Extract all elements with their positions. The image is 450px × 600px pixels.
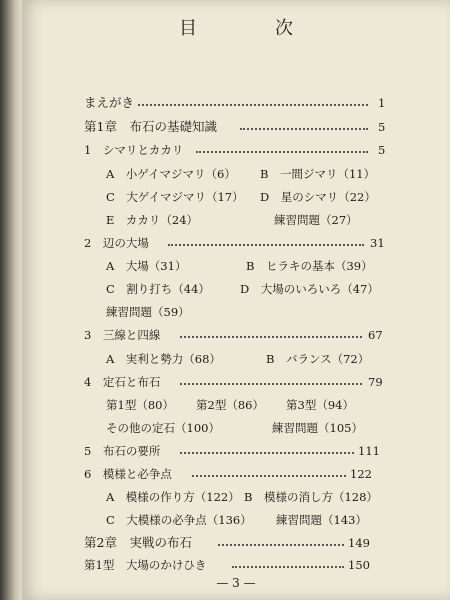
dot-leader: [180, 382, 362, 385]
toc-entry-page: 150: [348, 558, 370, 572]
toc-subentry: A 実利と勢力（68）: [106, 352, 221, 366]
toc-subentry: A 小ゲイマジマリ（6）: [106, 167, 236, 181]
dot-leader: [180, 451, 354, 454]
toc-subentry: D 大場のいろいろ（47）: [240, 282, 379, 296]
toc-subentry: C 大模様の必争点（136）: [106, 513, 252, 527]
toc-subentry: 練習問題（27）: [274, 213, 358, 227]
toc-chapter-label: 第1章 布石の基礎知識: [84, 119, 217, 134]
toc-entry-label: まえがき: [84, 95, 135, 110]
toc-subentry: 第1型（80）: [106, 398, 174, 412]
toc-subentry: 第2型（86）: [196, 398, 264, 412]
book-page: [22, 0, 450, 600]
page-number-footer: — 3 —: [216, 576, 256, 590]
toc-section-label: 4 定石と布石: [84, 375, 161, 389]
toc-section-label: 第1型 大場のかけひき: [84, 558, 207, 572]
toc-section-label: 3 三線と四線: [84, 328, 161, 342]
toc-subentry: C 割り打ち（44）: [106, 282, 210, 296]
toc-entry-page: 79: [368, 375, 383, 389]
toc-chapter-label: 第2章 実戦の布石: [84, 535, 192, 550]
dot-leader: [168, 243, 364, 246]
toc-subentry: E カカリ（24）: [106, 213, 199, 227]
toc-subentry: 練習問題（59）: [106, 305, 190, 319]
toc-entry-page: 149: [348, 536, 370, 550]
toc-subentry: B 模様の消し方（128）: [244, 490, 378, 504]
toc-subentry: A 模様の作り方（122）: [106, 490, 240, 504]
toc-subentry: A 大場（31）: [106, 259, 187, 273]
dot-leader: [240, 127, 368, 130]
dot-leader: [180, 335, 362, 338]
toc-subentry: B 一間ジマリ（11）: [260, 167, 376, 181]
toc-section-label: 2 辺の大場: [84, 236, 149, 250]
toc-subentry: その他の定石（100）: [106, 421, 220, 435]
toc-subentry: 練習問題（105）: [272, 421, 363, 435]
toc-entry-page: 111: [358, 444, 380, 458]
toc-subentry: 第3型（94）: [286, 398, 354, 412]
toc-entry-page: 31: [370, 236, 385, 250]
page-title: 目 次: [179, 18, 323, 39]
toc-entry-page: 1: [378, 96, 386, 110]
toc-section-label: 1 シマリとカカリ: [84, 143, 184, 157]
toc-entry-page: 122: [350, 467, 372, 481]
toc-subentry: 練習問題（143）: [276, 513, 367, 527]
toc-section-label: 5 布石の要所: [84, 444, 161, 458]
toc-subentry: B ヒラキの基本（39）: [246, 259, 373, 273]
dot-leader: [138, 103, 368, 106]
dot-leader: [196, 150, 368, 153]
toc-entry-page: 5: [378, 120, 386, 134]
toc-subentry: B バランス（72）: [266, 352, 370, 366]
dot-leader: [192, 474, 346, 477]
book-spine: [0, 0, 22, 600]
toc-subentry: C 大ゲイマジマリ（17）: [106, 190, 244, 204]
toc-section-label: 6 模様と必争点: [84, 467, 172, 481]
dot-leader: [218, 543, 344, 546]
toc-subentry: D 星のシマリ（22）: [260, 190, 376, 204]
dot-leader: [232, 565, 344, 568]
toc-entry-page: 67: [368, 328, 383, 342]
toc-entry-page: 5: [378, 143, 386, 157]
